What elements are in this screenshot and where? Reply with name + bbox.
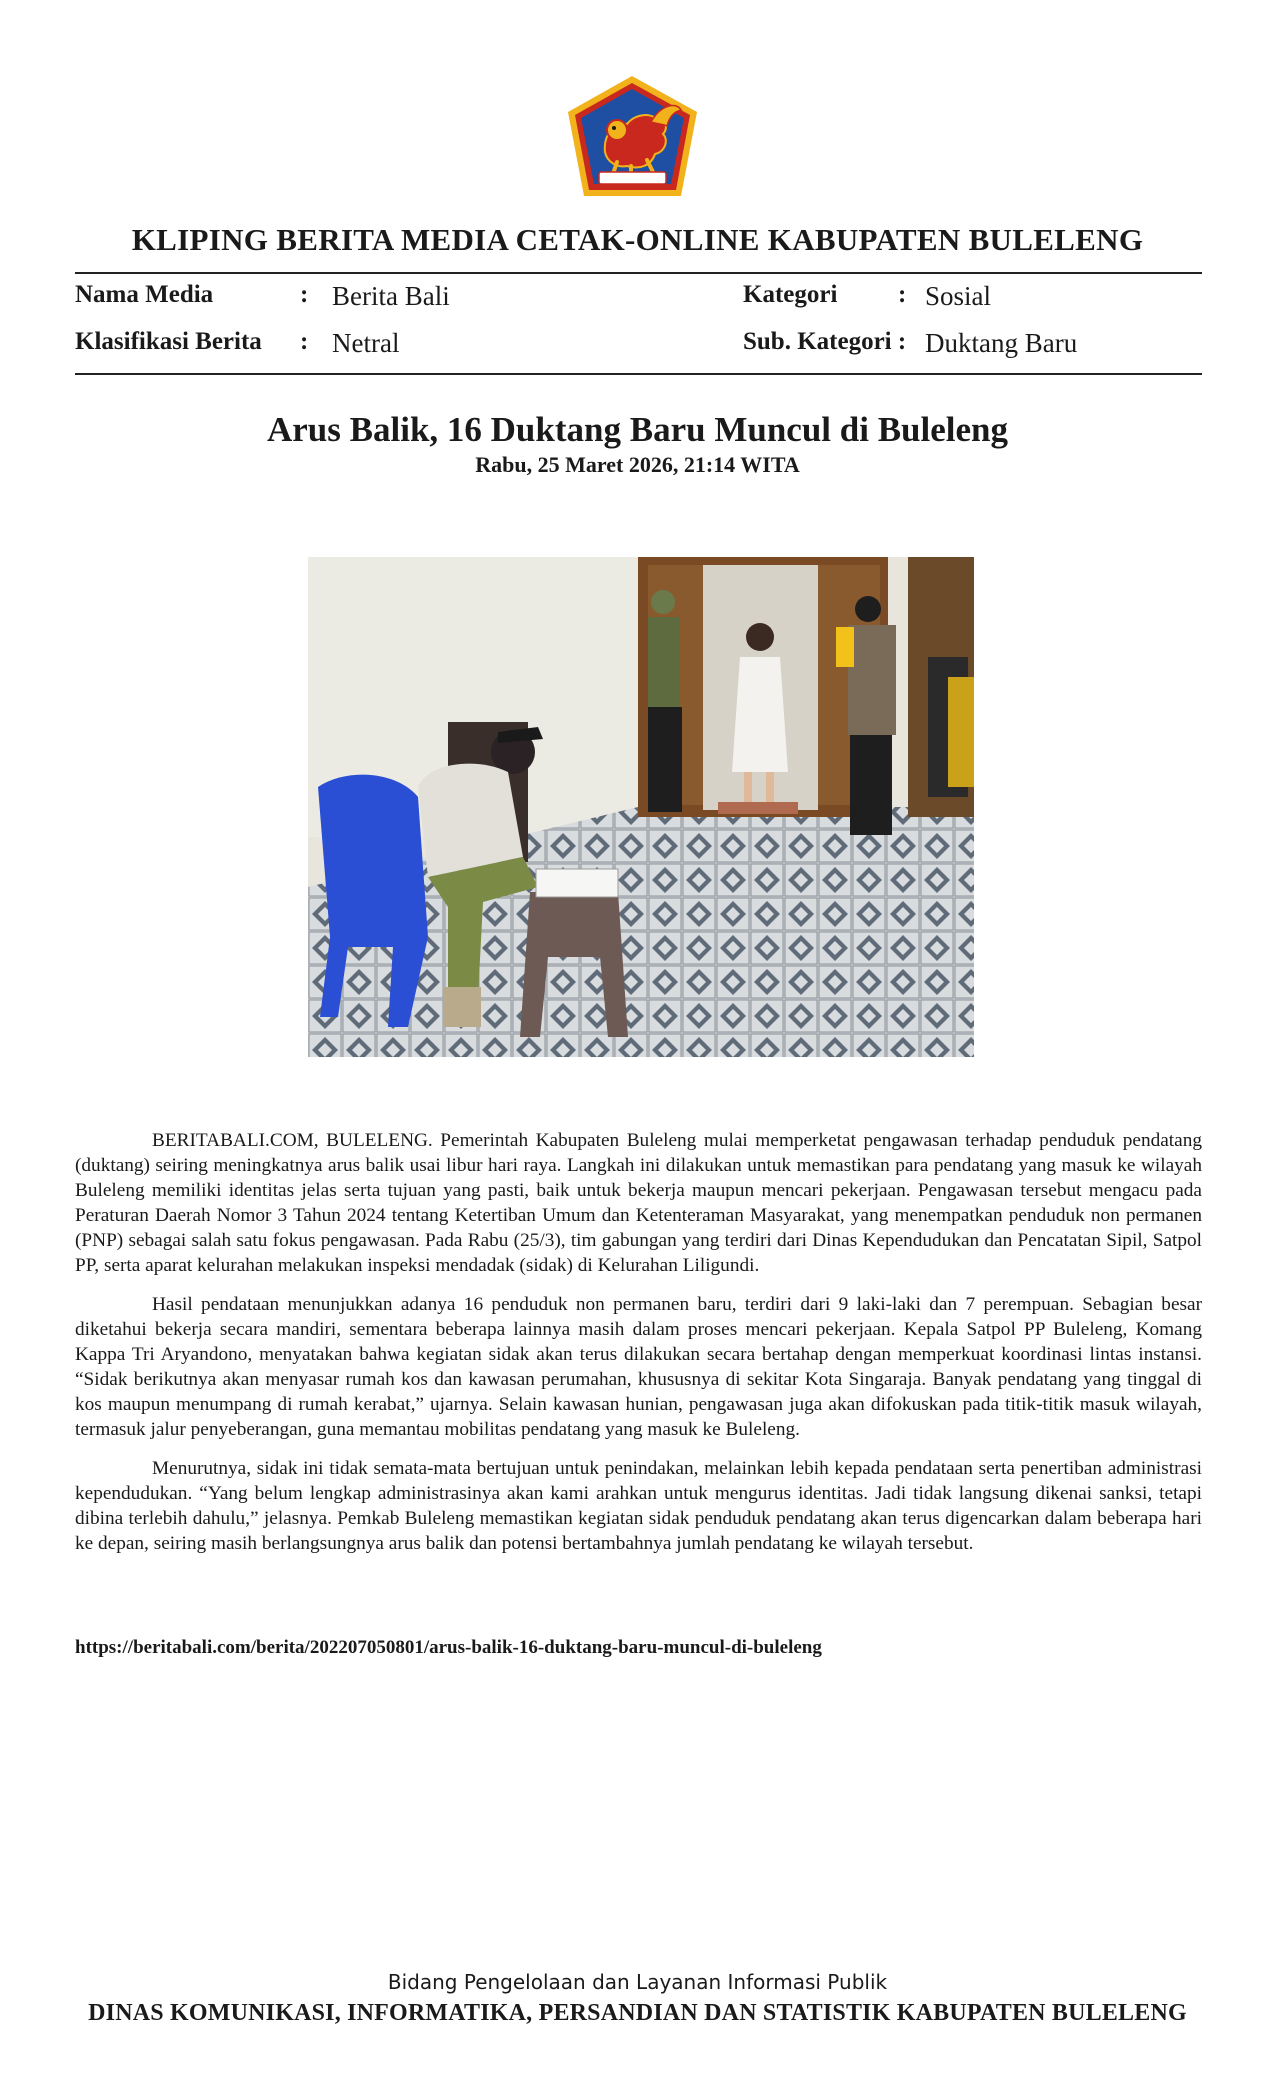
header-divider-top <box>75 272 1202 274</box>
klasifikasi-label: Klasifikasi Berita <box>75 328 262 355</box>
article-paragraph: Menurutnya, sidak ini tidak semata-mata bertujuan untuk penindakan, melainkan lebih kepada pendataan serta penertiban administrasi kependudukan. “Yang belum lengkap administrasinya akan kami arahkan untuk mengurus identitas. Jadi tidak langsung dikenai sanksi, tetapi dibina terlebih dahulu,” jelasnya. Pemkab Buleleng memastikan kegiatan sidak penduduk pendatang akan terus digencarkan dalam beberapa hari ke depan, seiring masih berlangsungnya arus balik dan potensi bertambahnya jumlah pendatang ke wilayah tersebut. <box>75 1458 1202 1554</box>
coat-of-arms-icon <box>565 74 700 202</box>
header-divider-bottom <box>75 373 1202 375</box>
footer-agency: DINAS KOMUNIKASI, INFORMATIKA, PERSANDIAN DAN STATISTIK KABUPATEN BULELENG <box>88 2000 1187 2026</box>
article-paragraph: BERITABALI.COM, BULELENG. Pemerintah Kabupaten Buleleng mulai memperketat pengawasan terhadap penduduk pendatang (duktang) seiring meningkatnya arus balik usai libur hari raya. Langkah ini dilakukan untuk memastikan para pendatang yang masuk ke wilayah Buleleng memiliki identitas jelas serta tujuan yang pasti, baik untuk bekerja maupun mencari pekerjaan. Pengawasan tersebut mengacu pada Peraturan Daerah Nomor 3 Tahun 2024 tentang Ketertiban Umum dan Ketenteraman Masyarakat, yang menempatkan penduduk non permanen (PNP) sebagai salah satu fokus pengawasan. Pada Rabu (25/3), tim gabungan yang terdiri dari Dinas Kependudukan dan Pencatatan Sipil, Satpol PP, serta aparat kelurahan melakukan inspeksi mendadak (sidak) di Kelurahan Liligundi. <box>75 1130 1202 1276</box>
buleleng-logo <box>565 74 700 202</box>
article-photo <box>308 557 974 1057</box>
kategori-value: Sosial <box>925 281 992 311</box>
article-body <box>75 1128 1202 1570</box>
kategori-colon: : <box>898 281 907 308</box>
footer-department: Bidang Pengelolaan dan Layanan Informasi Publik <box>387 1970 888 1994</box>
article-photo-image <box>308 557 974 1057</box>
meta-row-klasifikasi <box>75 328 1202 368</box>
media-colon: : <box>300 281 309 308</box>
article-paragraph: Hasil pendataan menunjukkan adanya 16 penduduk non permanen baru, terdiri dari 9 laki-laki dan 7 perempuan. Sebagian besar diketahui bekerja secara mandiri, sementara beberapa lainnya masih dalam proses mencari pekerjaan. Kepala Satpol PP Buleleng, Komang Kappa Tri Aryandono, menyatakan bahwa kegiatan sidak akan terus dilakukan secara bertahap dengan memperkuat koordinasi lintas instansi. “Sidak berikutnya akan menyasar rumah kos dan kawasan perumahan, khususnya di sekitar Kota Singaraja. Banyak pendatang yang tinggal di kos maupun menumpang di rumah kerabat,” ujarnya. Selain kawasan hunian, pengawasan juga akan difokuskan pada titik-titik masuk wilayah, termasuk jalur penyeberangan, guna memantau mobilitas pendatang yang masuk ke Buleleng. <box>75 1294 1202 1440</box>
meta-row-media <box>75 281 1202 321</box>
article-title: Arus Balik, 16 Duktang Baru Muncul di Buleleng <box>267 410 1008 449</box>
article-date: Rabu, 25 Maret 2026, 21:14 WITA <box>475 452 800 477</box>
media-label: Nama Media <box>75 281 214 308</box>
klasifikasi-value: Netral <box>332 328 400 358</box>
subkategori-value: Duktang Baru <box>925 328 1078 358</box>
kategori-label: Kategori <box>743 281 838 308</box>
klasifikasi-colon: : <box>300 328 309 355</box>
clipping-header-title: KLIPING BERITA MEDIA CETAK-ONLINE KABUPATEN BULELENG <box>131 222 1144 257</box>
media-value: Berita Bali <box>332 281 450 311</box>
subkategori-label: Sub. Kategori : <box>743 328 907 355</box>
source-link[interactable]: https://beritabali.com/berita/202207050801/arus-balik-16-duktang-baru-muncul-di-buleleng <box>75 1637 822 1658</box>
